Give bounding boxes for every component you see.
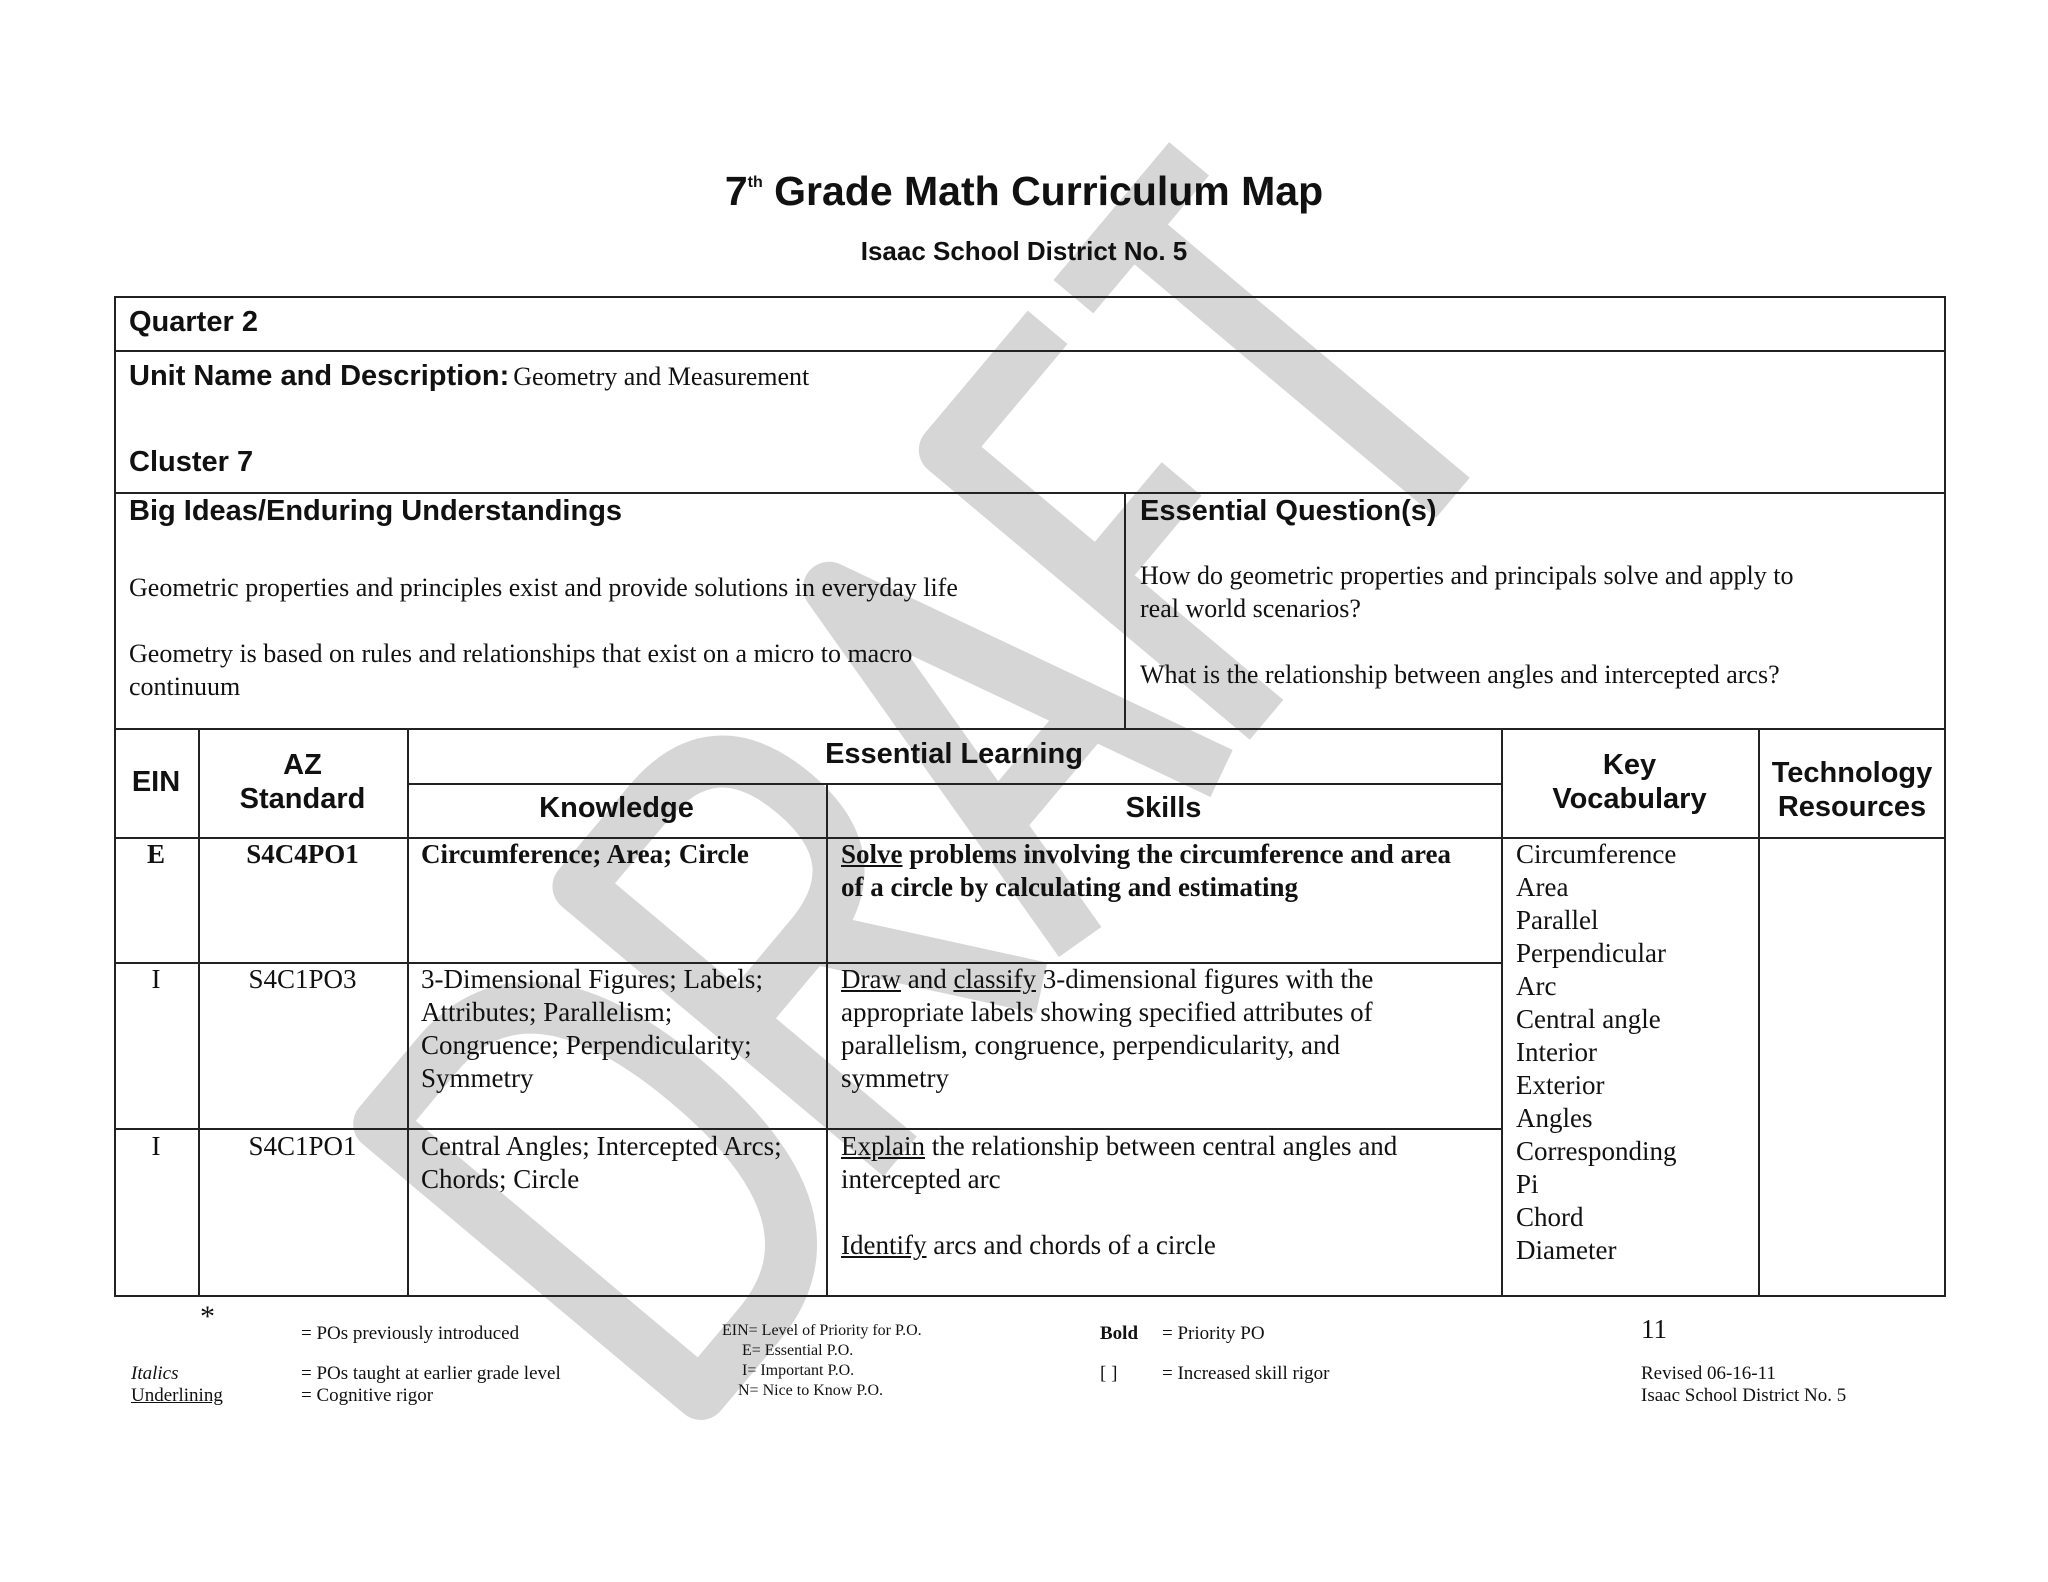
unit-name bbox=[129, 360, 809, 393]
quarter-label: Quarter 2 bbox=[129, 306, 258, 338]
legend-italics: Italics bbox=[131, 1363, 179, 1384]
essential-question-2: What is the relationship between angles and intercepted arcs? bbox=[1140, 660, 1780, 689]
essential-question-1-cont: real world scenarios? bbox=[1140, 594, 1361, 623]
col-header-essential-learning: Essential Learning bbox=[825, 738, 1083, 770]
legend-brackets-desc: = Increased skill rigor bbox=[1162, 1363, 1330, 1384]
table-row-2-ein: I bbox=[151, 964, 161, 994]
legend-italics-desc: = POs taught at earlier grade level bbox=[301, 1363, 561, 1384]
legend-ein: EIN= Level of Priority for P.O. E= Essential P.O. I= Important P.O. N= Nice to Know P.O. bbox=[722, 1322, 922, 1399]
table-row-3-ein: I bbox=[151, 1131, 161, 1161]
list-item: Diameter bbox=[1516, 1235, 1617, 1265]
big-idea-1: Geometric properties and principles exist and provide solutions in everyday life bbox=[129, 573, 958, 602]
table-row-1-ein: E bbox=[146, 839, 165, 869]
unit-name-label: Unit Name and Description: bbox=[129, 360, 510, 392]
list-item: Chord bbox=[1516, 1202, 1584, 1232]
cluster-label: Cluster 7 bbox=[129, 446, 254, 478]
list-item: Parallel bbox=[1516, 905, 1599, 935]
list-item: Circumference bbox=[1516, 839, 1677, 869]
table-row-2-knowledge: 3-Dimensional Figures; Labels; Attributes; Parallelism; Congruence; Perpendicularity; Symmetry bbox=[421, 964, 763, 1093]
legend-underlining: Underlining bbox=[131, 1385, 223, 1406]
legend-underlining-desc: = Cognitive rigor bbox=[301, 1385, 434, 1406]
legend-bold: Bold bbox=[1100, 1323, 1139, 1344]
table-row-1-knowledge: Circumference; Area; Circle bbox=[421, 839, 749, 869]
list-item: Central angle bbox=[1516, 1004, 1661, 1034]
list-item: Perpendicular bbox=[1516, 938, 1666, 968]
list-item: Pi bbox=[1516, 1169, 1539, 1199]
list-item: Area bbox=[1516, 872, 1569, 902]
list-item: Exterior bbox=[1516, 1070, 1605, 1100]
page-title: 7th Grade Math Curriculum Map bbox=[724, 168, 1324, 214]
table-row-2-skills: Draw and classify 3-dimensional figures with the appropriate labels showing specified attributes of parallelism, congruence, perpendicularity, and symmetry bbox=[841, 964, 1374, 1093]
col-header-az-standard: AZ Standard bbox=[239, 749, 366, 815]
table-row-3-knowledge: Central Angles; Intercepted Arcs; Chords; Circle bbox=[421, 1131, 782, 1194]
list-item: Corresponding bbox=[1516, 1136, 1677, 1166]
legend-brackets: [ ] bbox=[1100, 1363, 1118, 1384]
key-vocabulary-list bbox=[1516, 838, 1676, 1267]
table-row-1-skills: Solve problems involving the circumference and area of a circle by calculating and estimating bbox=[841, 839, 1451, 902]
legend-asterisk: * bbox=[200, 1300, 215, 1333]
big-idea-2-cont: continuum bbox=[129, 672, 241, 701]
list-item: Angles bbox=[1516, 1103, 1593, 1133]
table-row-3-skills: Explain the relationship between central angles and intercepted arc Identify arcs and chords of a circle bbox=[841, 1131, 1398, 1260]
table-row-3-standard: S4C1PO1 bbox=[248, 1131, 357, 1161]
col-header-skills: Skills bbox=[1125, 792, 1202, 824]
page-subtitle: Isaac School District No. 5 bbox=[860, 236, 1188, 266]
col-header-ein: EIN bbox=[131, 766, 181, 798]
table-row-2-standard: S4C1PO3 bbox=[248, 964, 357, 994]
list-item: Arc bbox=[1516, 971, 1557, 1001]
footer-district: Isaac School District No. 5 bbox=[1641, 1385, 1847, 1406]
page-number: 11 bbox=[1641, 1314, 1667, 1344]
table-row-1-standard: S4C4PO1 bbox=[246, 839, 359, 869]
col-header-knowledge: Knowledge bbox=[539, 792, 694, 824]
big-idea-2: Geometry is based on rules and relationships that exist on a micro to macro bbox=[129, 639, 913, 668]
list-item: Interior bbox=[1516, 1037, 1597, 1067]
col-header-key-vocabulary: Key Vocabulary bbox=[1552, 749, 1707, 815]
col-header-technology-resources: Technology Resources bbox=[1771, 757, 1933, 823]
legend-asterisk-desc: = POs previously introduced bbox=[301, 1323, 520, 1344]
legend-bold-desc: = Priority PO bbox=[1162, 1323, 1265, 1344]
essential-questions-heading: Essential Question(s) bbox=[1140, 495, 1437, 527]
revised-date: Revised 06-16-11 bbox=[1641, 1363, 1776, 1384]
essential-question-1: How do geometric properties and principals solve and apply to bbox=[1140, 561, 1794, 590]
big-ideas-heading: Big Ideas/Enduring Understandings bbox=[129, 495, 623, 527]
unit-name-value: Geometry and Measurement bbox=[513, 362, 810, 391]
